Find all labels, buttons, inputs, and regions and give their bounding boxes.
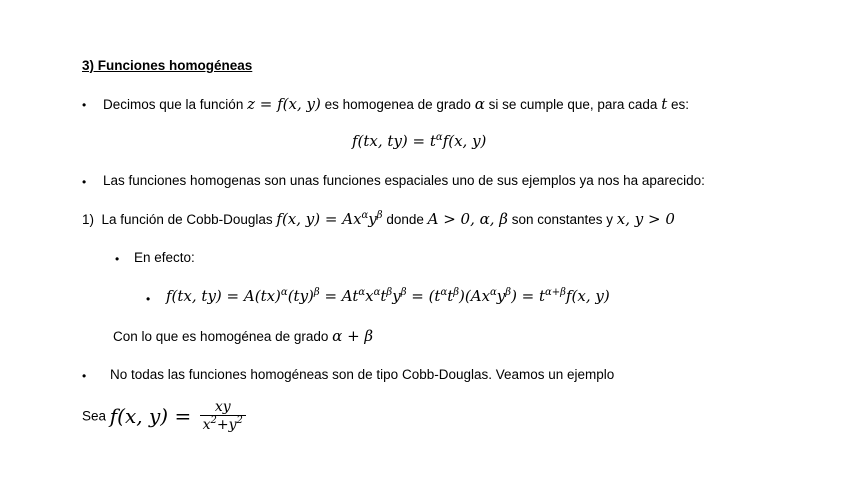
bullet-7: • [82,369,87,383]
fraction-numerator: xy [200,400,246,416]
example-line [82,400,246,432]
in-effect-line: En efecto: [134,250,195,265]
line8-math: f(x, y) = [109,404,198,428]
line3-math-a: f(x, $y) = Ax^\alpha y^\beta$ [276,210,383,228]
line6-math: α + β [332,327,374,345]
line1-text-a: Decimos que la función [103,97,248,112]
line6-text: Con lo que es homogénea de grado [113,329,333,344]
conclusion-line [113,329,373,344]
line3-text-b: donde [382,212,428,227]
line1-text-b: es homogenea de grado [320,97,475,112]
line8-text: Sea [82,408,110,424]
bullet-4: • [115,252,120,266]
line1-math-b: α [474,95,485,113]
bullet-1: • [82,98,87,112]
homogeneous-definition-line [103,97,689,112]
def-exp: α [435,132,443,143]
line3-math-c: x, y > 0 [616,210,675,228]
bullet-2: • [82,175,87,189]
cobb-douglas-proof-formula: f(tx, $ty) = A(tx)^\alpha(ty)^\beta = At^\alpha x^\alpha t^\beta y^\beta = (t^\alpha t^\beta)(Ax^\alpha y^\beta) = t^{\alpha+\beta}f(x$, y) [166,287,610,305]
line1-text-c: si se cumple que, para cada [484,97,662,112]
line3-text-c: son constantes y [507,212,617,227]
definition-formula [352,134,486,149]
line1-text-d: es: [667,97,689,112]
section-title: 3) Funciones homogéneas [82,58,253,73]
not-all-cobb-douglas-line: No todas las funciones homogéneas son de tipo Cobb-Douglas. Veamos un ejemplo [110,367,615,382]
line3-text-a: La función de Cobb-Douglas [101,212,277,227]
bullet-5: • [146,292,151,306]
fraction-denominator: $x^2+y^2$ [202,415,243,433]
def-rhs: f(x, y) [442,132,487,150]
cobb-douglas-line [82,212,675,227]
line1-math-c: t [661,95,668,113]
def-lhs: f(tx, ty) = t [352,132,436,150]
list-number: 1) [82,212,95,227]
special-functions-line: Las funciones homogenas son unas funciones espaciales uno de sus ejemplos ya nos ha aparecido: [103,173,705,188]
line3-math-b: A > 0, α, β [427,210,508,228]
example-fraction [200,400,246,432]
line1-math-a: z = f(x, y) [247,95,321,113]
